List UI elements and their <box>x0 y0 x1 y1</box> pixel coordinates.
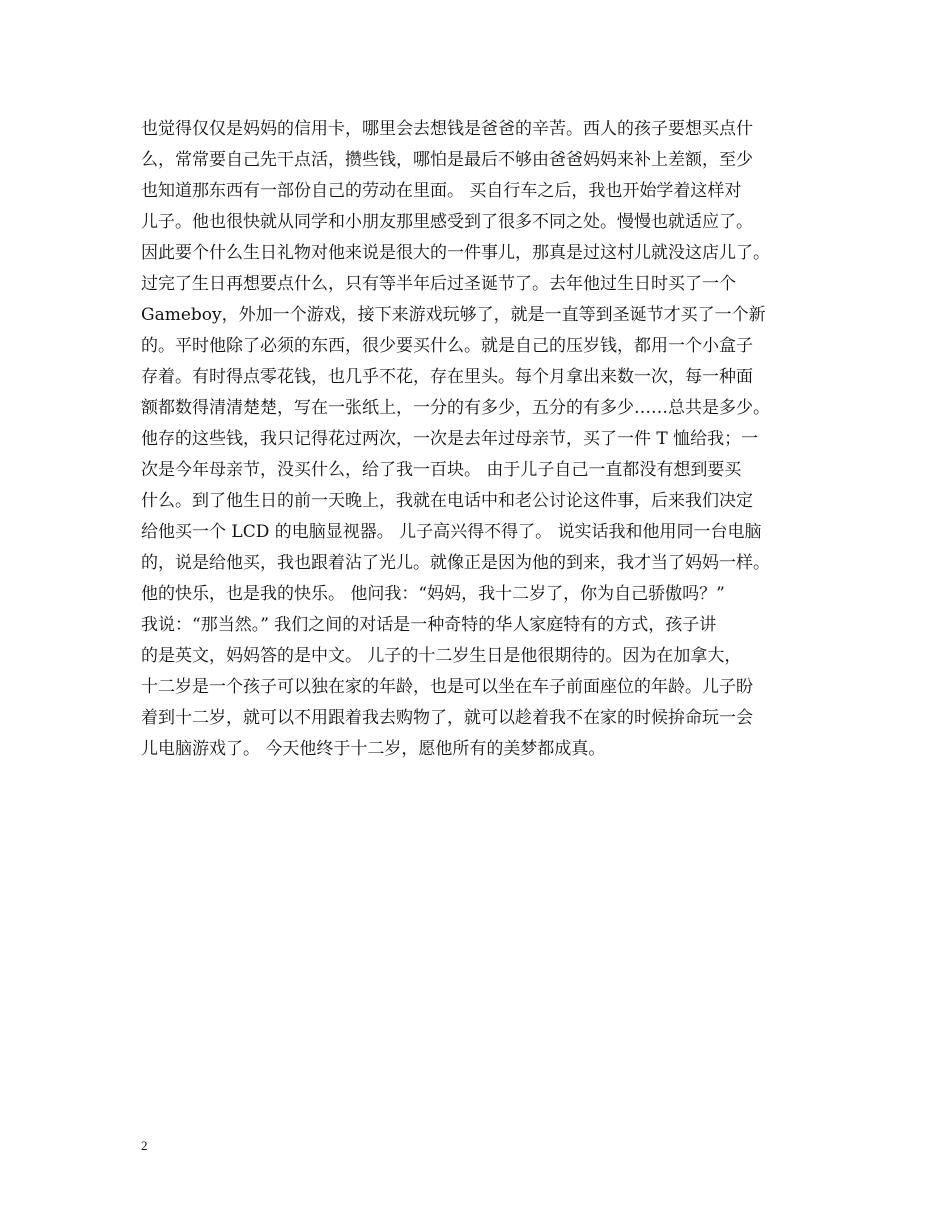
text-line: 的，说是给他买，我也跟着沾了光儿。就像正是因为他的到来，我才当了妈妈一样。 <box>141 553 770 573</box>
text-line: 额都数得清清楚楚，写在一张纸上，一分的有多少，五分的有多少……总共是多少。 <box>141 398 770 418</box>
text-line: 儿电脑游戏了。 今天他终于十二岁，愿他所有的美梦都成真。 <box>141 739 606 759</box>
text-line: 给他买一个 LCD 的电脑显视器。 儿子高兴得不得了。 说实话我和他用同一台电脑 <box>141 522 762 542</box>
text-line: 十二岁是一个孩子可以独在家的年龄，也是可以坐在车子前面座位的年龄。儿子盼 <box>141 677 753 697</box>
text-line: 的。平时他除了必须的东西，很少要买什么。就是自己的压岁钱，都用一个小盒子 <box>141 336 753 356</box>
text-line: 我说：“那当然。” 我们之间的对话是一种奇特的华人家庭特有的方式，孩子讲 <box>141 615 717 635</box>
page-number: 2 <box>141 1138 148 1153</box>
text-line: 也觉得仅仅是妈妈的信用卡，哪里会去想钱是爸爸的辛苦。西人的孩子要想买点什 <box>141 119 753 139</box>
text-line: 过完了生日再想要点什么，只有等半年后过圣诞节了。去年他过生日时买了一个 <box>141 274 736 294</box>
text-line: 什么。到了他生日的前一天晚上，我就在电话中和老公讨论这件事，后来我们决定 <box>141 491 753 511</box>
text-line: 着到十二岁，就可以不用跟着我去购物了，就可以趁着我不在家的时候拚命玩一会 <box>141 708 753 728</box>
text-line: 也知道那东西有一部份自己的劳动在里面。 买自行车之后，我也开始学着这样对 <box>141 181 742 201</box>
body-text <box>141 114 841 765</box>
text-line: 么，常常要自己先干点活，攒些钱，哪怕是最后不够由爸爸妈妈来补上差额，至少 <box>141 150 753 170</box>
text-line: 的是英文，妈妈答的是中文。 儿子的十二岁生日是他很期待的。因为在加拿大， <box>141 646 742 666</box>
text-line: 存着。有时得点零花钱，也几乎不花，存在里头。每个月拿出来数一次，每一种面 <box>141 367 753 387</box>
text-line: 次是今年母亲节，没买什么，给了我一百块。 由于儿子自己一直都没有想到要买 <box>141 460 742 480</box>
text-line: 儿子。他也很快就从同学和小朋友那里感受到了很多不同之处。慢慢也就适应了。 <box>141 212 753 232</box>
text-line: 因此要个什么生日礼物对他来说是很大的一件事儿，那真是过这村儿就没这店儿了。 <box>141 243 770 263</box>
text-line: 他存的这些钱，我只记得花过两次，一次是去年过母亲节，买了一件 T 恤给我；一 <box>141 429 759 449</box>
text-line: Gameboy，外加一个游戏，接下来游戏玩够了，就是一直等到圣诞节才买了一个新 <box>141 305 766 325</box>
text-line: 他的快乐，也是我的快乐。 他问我：“妈妈，我十二岁了，你为自己骄傲吗？” <box>141 584 725 604</box>
